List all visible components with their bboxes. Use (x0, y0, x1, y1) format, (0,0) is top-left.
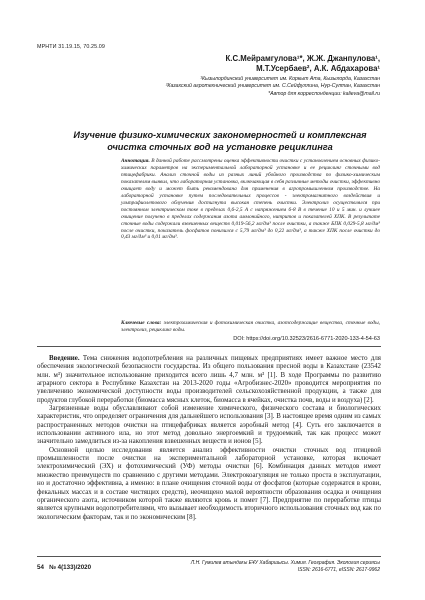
authors (120, 54, 380, 74)
article-title: Изучение физико-химических закономерностей и комплексная очистка сточных вод на установке рециклинга (73, 130, 367, 152)
paragraph-text: Загрязненные воды обуславливают собой изменение химического, физического состава и биологических характеристик, что определяет ограничения для дальнейшего использования [3]. В настоящее время одним из самых распространенных методов очистки на птицефабриках является аэробный метод [4]. Суть его заключается в использовании активного ила, но этот метод довольно энергоемкий и трудоемкий, так как процесс может значительно замедлиться из-за накопления взвешенных веществ и ионов [5]. (37, 405, 381, 446)
keywords-label: Ключевые слова: (121, 320, 162, 326)
section-divider (37, 346, 381, 347)
footer-page-info (37, 564, 91, 571)
affiliations (120, 76, 380, 98)
paragraph-text: Тема снижения водопотребления на различных пищевых предприятиях имеет важное место для обеспечения экологической безопасности государства. Из общего пользования пресной воды в Казахстане (23542 млн. м³) значительное использование приходится всего лишь 4,7 млн. м³ [1]. В ходе Программы по развитию аграрного сектора в Республике Казахстан на 2013-2020 годы «Агробизнес-2020» проводится мероприятия по увеличению экономической доступности воды производителей сельскохозяйственной продукции, а также для продуктов глубокой переработки (биомасса мясных клеток, биомасса в ячейках, очистка почв, воды и воздуха) [2]. (37, 355, 381, 404)
paragraph-text: Основной целью исследования является анализ эффективности очистки сточных вод птицевой промышленности после очистки на экспериментальной лабораторной установке, которая включает электрохимический (ЭХ) и фотохимический (УФ) методы очистки [6]. Комбинация данных методов имеет множество преимуществ по сравнению с другими методами. Электрокоагуляция не только проста в эксплуатации, но и достаточно эффективна, а именно: в плане очищения сточной воды от фосфатов (которые содержатся в крови, фекальных массах и в составе чистящих средств), неочищено малой вероятности образования осадка и очищения органического азота, источником которой также являются кровь и помет [7]. Предприятие по переработке птицы является крупными водопотребителями, что вызывает необходимость вторичного использования сточных вод как по экологическим факторам, так и по экономическим [8]. (37, 446, 381, 521)
section-heading-introduction: Введение. (49, 355, 80, 362)
journal-issue: № 4(133)/2020 (49, 564, 92, 571)
affiliation-line: ²Казахский агротехнический университет им. С.Сейфуллина, Нур-Султан, Казахстан (165, 83, 380, 90)
footer-journal (150, 560, 380, 573)
abstract-text: В данной работе рассмотрены оценка эффективности очистки с установлением основных физико-химических параметров на экспериментальной лабораторной установке и ее рециклинг сточными вод птицефабрики. Анализ сточной воды из разных линий убойного производства по физико-химическим показателям выявил, что лабораторная установка, включающая в себя различные методы очистки, эффективно очищает воду и может быть рекомендована для применения в агропромышленном производстве. На лабораторной установке путем последовательных процессов - электромагнитного воздействия и ультрафиолетового облучения достигнута высокая степень очистки. Электролиз осуществлялся при постоянном электрическом токе в пределах 0,6-2,5 А с напряжением 6-8 В в течение 10 и 5 мин. и лучшее очищение получено в пределах содержания азота аммонийного, нитритов и показателей ХПК. В результате сточные воды содержали взвешенных веществ 0,019-56,2 мг/дм³ после очистки, а также БПК 0,029-5,8 мг/дм³ после очистки, показатель фосфатов понизился с 5,79 мг/дм³ до 0,22 мг/дм³, а также ХПК после очистки до 0,43 мг/дм³ и 0,01 мг/дм³. (121, 158, 380, 241)
body-paragraph (37, 447, 381, 522)
article-body (37, 355, 381, 522)
authors-line: М.Т.Усербаев², А.К. Абдахарова¹ (256, 64, 380, 73)
affiliation-line: ¹Кызылординский университет им. Коркыт Ата, Кызылорда, Казахстан (200, 76, 380, 82)
authors-line: К.С.Мейрамгулова¹*, Ж.Ж. Джанпулова¹, (225, 54, 380, 63)
body-paragraph (37, 405, 381, 447)
footer-divider (37, 556, 381, 557)
mrnti-code: МРНТИ 31.19.15, 70.25.09 (37, 44, 106, 50)
abstract (121, 158, 380, 241)
keywords (121, 320, 380, 334)
journal-name: Л.Н. Гумилев атындағы ЕҰУ Хабаршысы. Химия. География. Экология сериясы (190, 560, 380, 566)
body-paragraph (37, 355, 381, 405)
doi-link[interactable]: DOI: https://doi.org/10.32523/2616-6771-2020-133-4-54-63 (233, 336, 380, 342)
page-number: 54 (37, 564, 44, 571)
journal-issn: ISSN: 2616-6771, eISSN: 2617-9962 (297, 566, 380, 573)
abstract-label: Аннотация. (121, 158, 150, 164)
corresponding-author: *Автор для корреспонденции: kalieva@mail.ru (268, 90, 380, 97)
keywords-text: электрохимическая и фотохимическая очистка, азотсодержащие вещества, сточные воды, электролиз, рециклинг воды. (121, 320, 380, 333)
